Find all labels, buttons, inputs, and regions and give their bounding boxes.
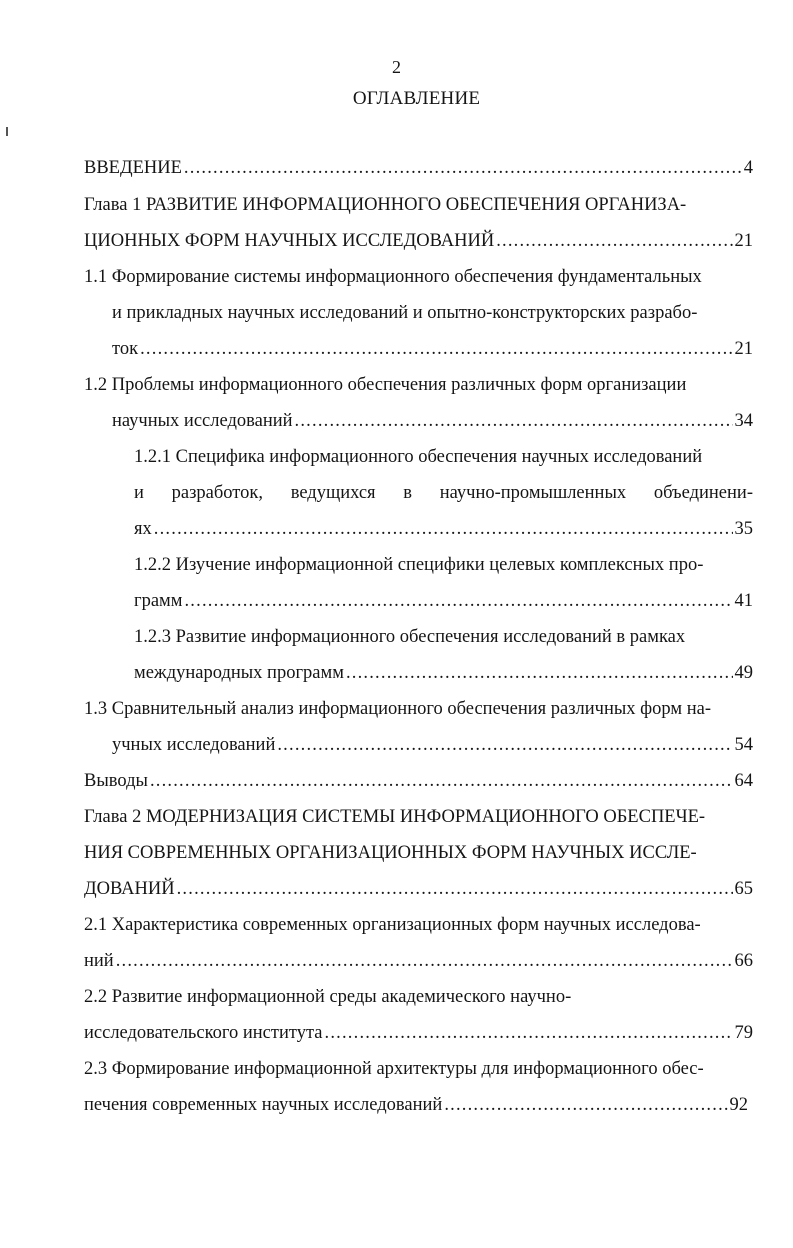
toc-entry-1-3[interactable] [112,734,753,756]
leader-dots [177,878,733,900]
toc-entry-1-1-line1[interactable]: 1.1 Формирование системы информационного обеспечения фундаментальных [84,267,702,287]
toc-page-number: 65 [734,879,753,899]
page-number: 2 [392,57,401,77]
toc-entry-title: ях [134,519,152,539]
leader-dots [325,1022,733,1044]
toc-entry-intro[interactable] [84,157,753,179]
toc-entry-title: ВВЕДЕНИЕ [84,158,182,178]
leader-dots [184,590,732,612]
leader-dots [496,230,732,252]
leader-dots [154,518,733,540]
toc-entry-2-3-line1[interactable]: 2.3 Формирование информационной архитектуры для информационного обес- [84,1059,704,1079]
leader-dots [140,338,732,360]
toc-entry-title: ЦИОННЫХ ФОРМ НАУЧНЫХ ИССЛЕДОВАНИЙ [84,231,495,251]
toc-entry-1-2-1-line1[interactable]: 1.2.1 Специфика информационного обеспечения научных исследований [134,447,703,467]
toc-entry-1-2-3[interactable] [134,662,753,684]
toc-page-number: 4 [743,158,753,178]
toc-page-number: 66 [734,951,753,971]
toc-entry-chapter1-line1[interactable]: Глава 1 РАЗВИТИЕ ИНФОРМАЦИОННОГО ОБЕСПЕЧЕНИЯ ОРГАНИЗА- [84,195,687,215]
toc-entry-1-2-2[interactable] [134,590,753,612]
word: ведущихся [290,483,376,503]
toc-entry-title: печения современных научных исследований [84,1095,443,1115]
toc-page-number: 49 [734,663,753,683]
toc-entry-title: ний [84,951,114,971]
toc-entry-2-2-line1[interactable]: 2.2 Развитие информационной среды академического научно- [84,987,572,1007]
toc-entry-1-2-1-line2[interactable] [134,482,753,504]
scan-mark [6,127,8,136]
toc-page-number: 41 [734,591,753,611]
toc-entry-conclusions[interactable] [84,770,753,792]
toc-entry-chapter1[interactable] [84,230,753,252]
leader-dots [277,734,732,756]
toc-entry-1-1-line2[interactable]: и прикладных научных исследований и опытно-конструкторских разрабо- [112,303,698,323]
toc-page-number: 54 [734,735,753,755]
toc-entry-title: научных исследований [112,411,293,431]
toc-page-number: 21 [734,339,753,359]
toc-page-number: 34 [734,411,753,431]
leader-dots [295,410,733,432]
word: и [134,483,144,503]
toc-entry-1-1[interactable] [112,338,753,360]
toc-entry-title: учных исследований [112,735,276,755]
toc-entry-title: исследовательского института [84,1023,323,1043]
toc-page-number: 21 [734,231,753,251]
toc-entry-2-1[interactable] [84,950,753,972]
toc-entry-chapter2-line1[interactable]: Глава 2 МОДЕРНИЗАЦИЯ СИСТЕМЫ ИНФОРМАЦИОННОГО ОБЕСПЕЧЕ- [84,807,706,827]
toc-entry-title: международных программ [134,663,344,683]
toc-entry-title: ДОВАНИЙ [84,879,175,899]
toc-entry-chapter2[interactable] [84,878,753,900]
toc-page-number: 79 [734,1023,753,1043]
leader-dots [184,157,742,179]
leader-dots [150,770,733,792]
toc-entry-2-2[interactable] [84,1022,753,1044]
toc-entry-title: ток [112,339,139,359]
word: научно-промышленных [439,483,627,503]
toc-entry-1-3-line1[interactable]: 1.3 Сравнительный анализ информационного обеспечения различных форм на- [84,699,711,719]
leader-dots [346,662,733,684]
toc-entry-title: Выводы [84,771,148,791]
leader-dots [444,1094,727,1116]
toc-entry-1-2-1[interactable] [134,518,753,540]
toc-page-number: 92 [729,1095,748,1115]
toc-entry-2-3[interactable] [84,1094,748,1116]
toc-entry-chapter2-line2[interactable]: НИЯ СОВРЕМЕННЫХ ОРГАНИЗАЦИОННЫХ ФОРМ НАУЧНЫХ ИССЛЕ- [84,843,697,863]
toc-entry-2-1-line1[interactable]: 2.1 Характеристика современных организационных форм научных исследова- [84,915,701,935]
word: в [403,483,413,503]
word: разработок, [171,483,263,503]
toc-entry-1-2[interactable] [112,410,753,432]
toc-page-number: 64 [734,771,753,791]
toc-entry-title: грамм [134,591,183,611]
toc-entry-1-2-3-line1[interactable]: 1.2.3 Развитие информационного обеспечения исследований в рамках [134,627,686,647]
leader-dots [116,950,733,972]
toc-page-number: 35 [734,519,753,539]
toc-entry-1-2-line1[interactable]: 1.2 Проблемы информационного обеспечения различных форм организации [84,375,687,395]
page-title: ОГЛАВЛЕНИЕ [352,88,481,109]
word: объединени- [653,483,753,503]
toc-entry-1-2-2-line1[interactable]: 1.2.2 Изучение информационной специфики целевых комплексных про- [134,555,704,575]
